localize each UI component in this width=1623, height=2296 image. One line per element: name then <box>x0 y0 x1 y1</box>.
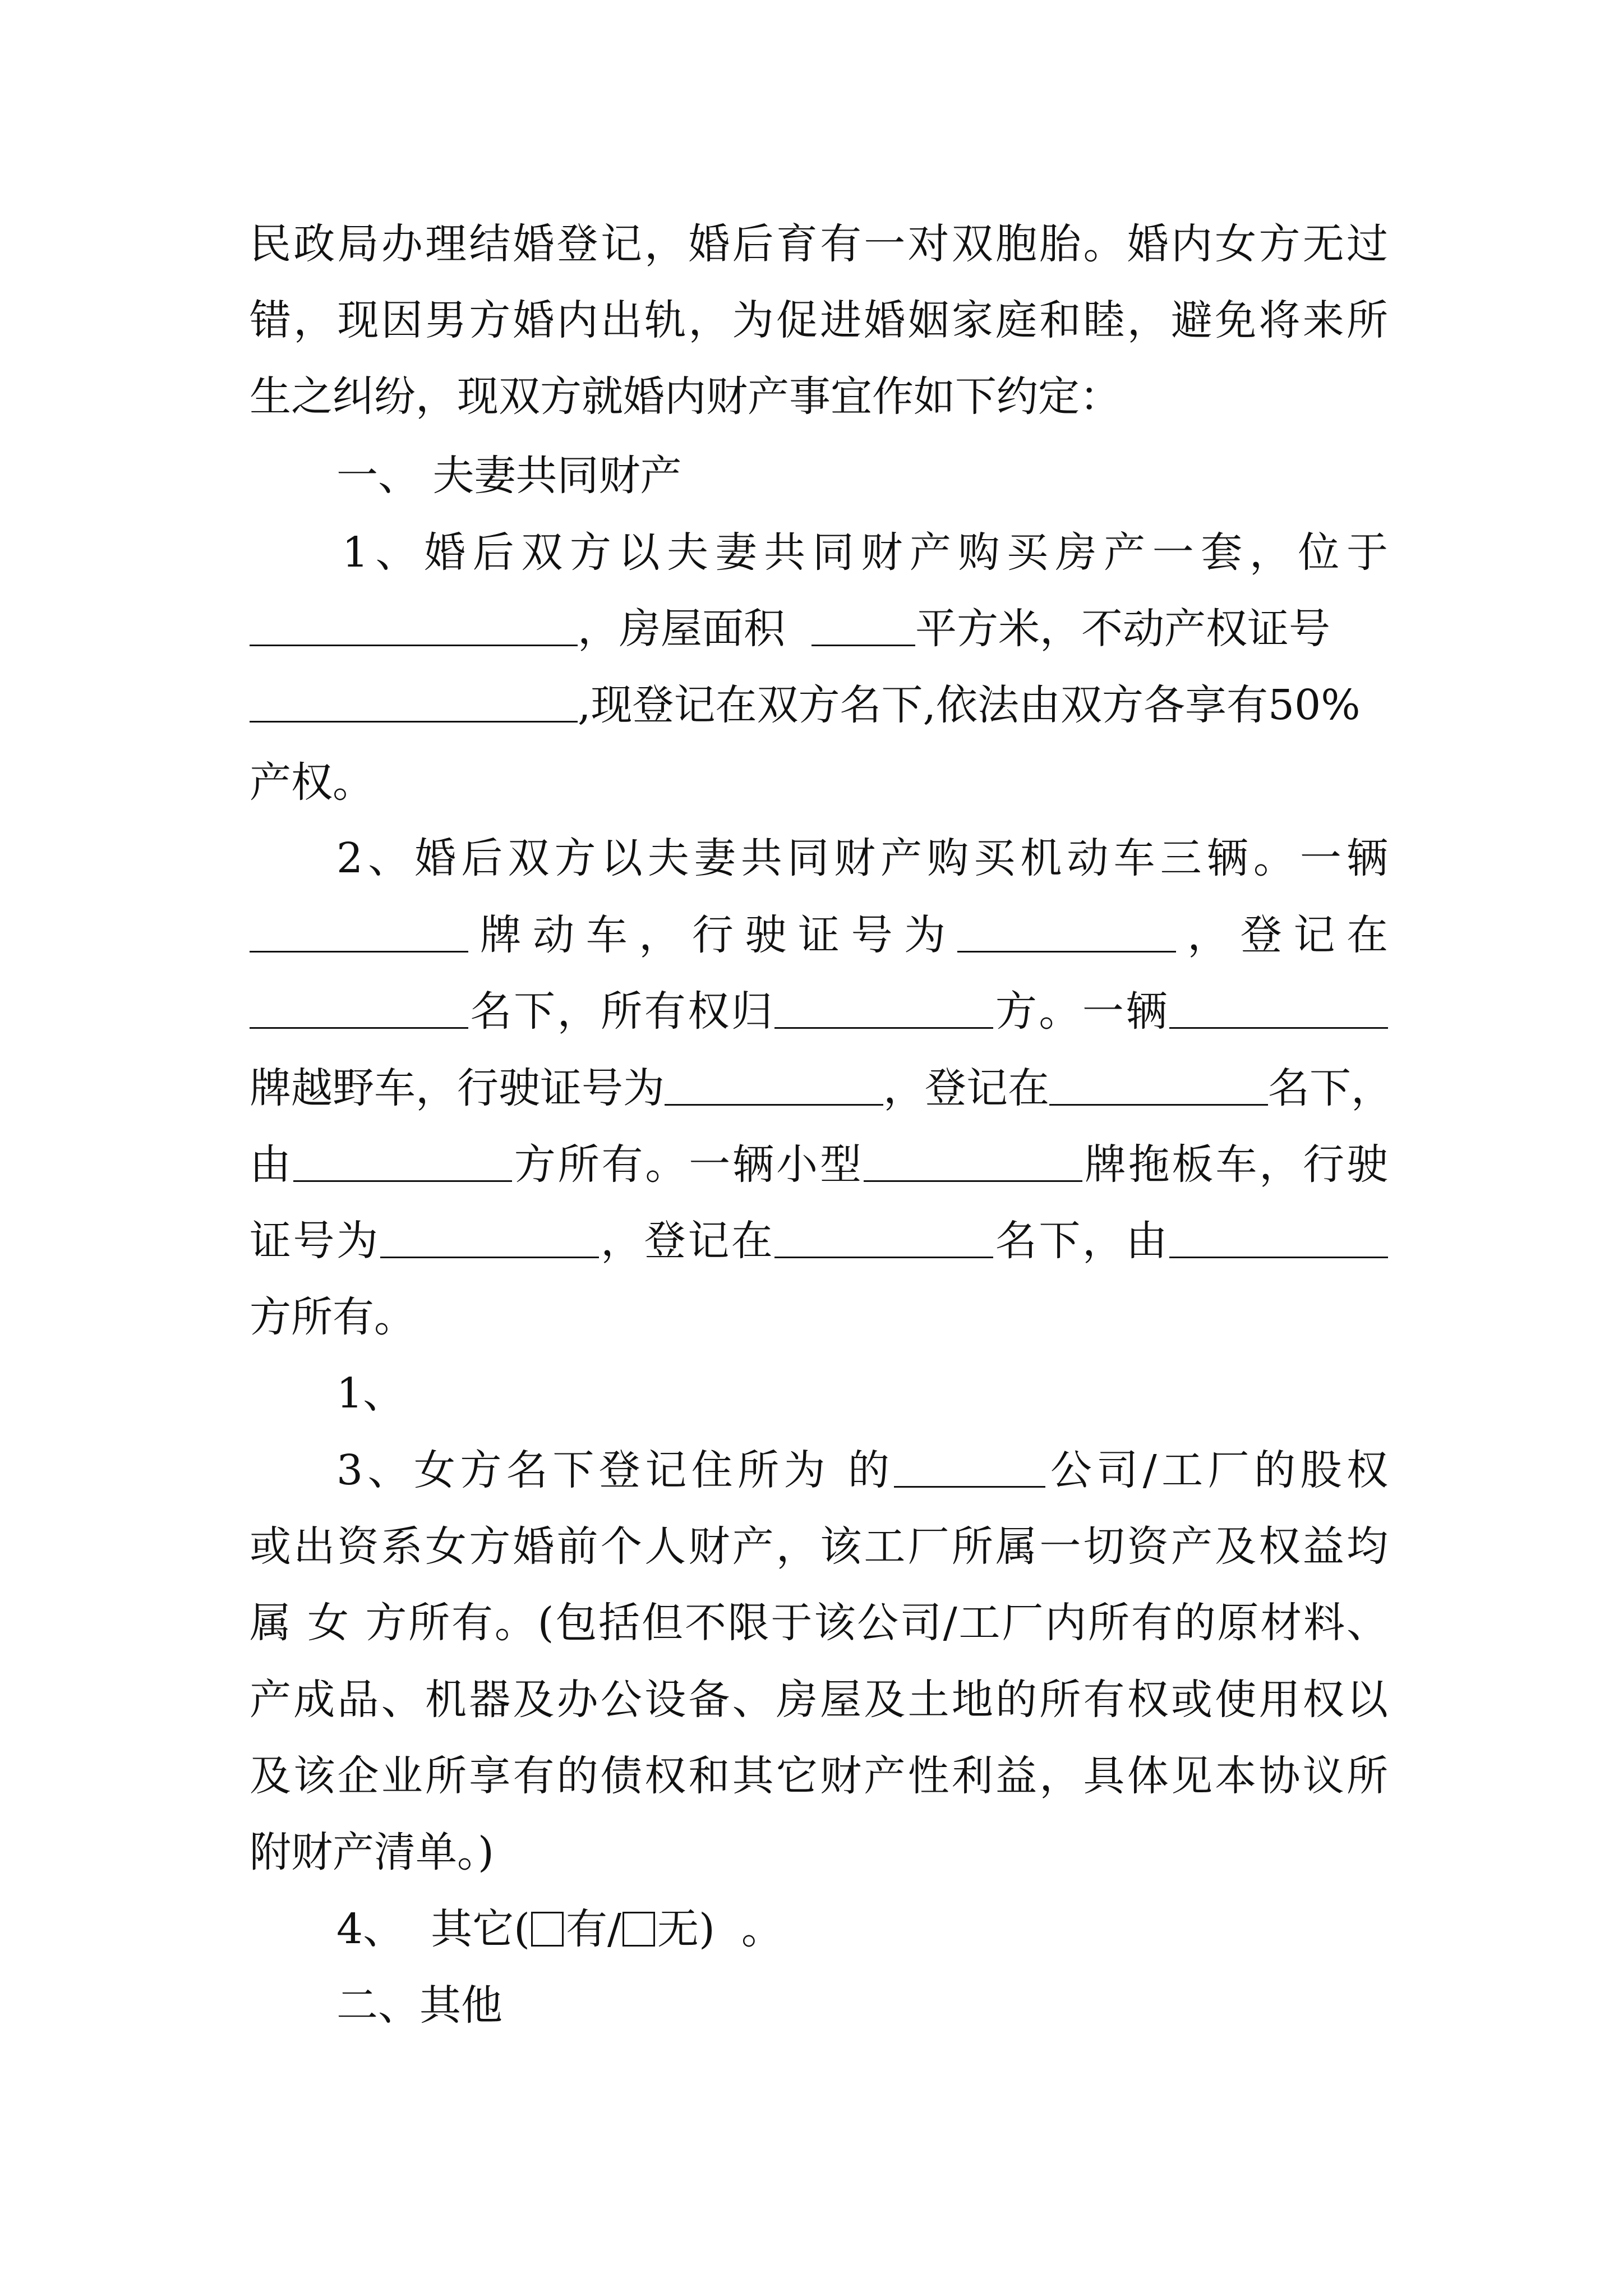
item1-line-3 <box>250 674 1361 736</box>
item2-line-7: 方所有。 <box>250 1293 416 1341</box>
item2-text-1: 婚后双方以夫妻共同财产购买机动车三辆。一辆 <box>414 834 1388 882</box>
item2-line-5 <box>250 1134 1388 1195</box>
intro-line-1: 民政局办理结婚登记，婚后育有一对双胞胎。婚内女方无过 <box>250 220 1388 268</box>
brand3-blank[interactable] <box>864 1139 1082 1182</box>
item1-line-2 <box>250 598 1330 660</box>
area-blank[interactable] <box>811 603 915 646</box>
owner1-blank[interactable] <box>250 986 468 1029</box>
title3-blank[interactable] <box>1169 1215 1388 1258</box>
item1-line-1 <box>342 522 1388 583</box>
item3-line-5: 及该企业所享有的债权和其它财产性利益，具体见本协议所 <box>250 1752 1388 1800</box>
item3-line-4: 产成品、机器及办公设备、房屋及土地的所有权或使用权以 <box>250 1676 1388 1724</box>
item4-option-no: 无) <box>657 1905 715 1953</box>
item2-text-4c: 名下， <box>1268 1064 1393 1112</box>
item3-text-1b: 公司/工厂的股权 <box>1045 1446 1388 1494</box>
item3-line-3: 属 女 方所有。(包括但不限于该公司/工厂内所有的原材料、 <box>250 1599 1388 1647</box>
brand2-blank[interactable] <box>1169 986 1388 1029</box>
license2-blank[interactable] <box>665 1062 883 1106</box>
title2-blank[interactable] <box>293 1139 512 1182</box>
item2-text-5b: 方所有。一辆小型 <box>511 1140 864 1189</box>
item2-text-3a: 名下，所有权归 <box>468 987 775 1036</box>
item3-number: 3、 <box>336 1446 414 1494</box>
item1-text-3a: ,现登记在双方名下,依法由双方各享有50% <box>578 681 1361 729</box>
item2-line-4 <box>250 1057 1393 1119</box>
item3-text-1a: 女方名下登记住所为 的 <box>413 1446 895 1494</box>
item4-text-end: 。 <box>741 1905 783 1953</box>
item2-text-6b: ，登记在 <box>598 1217 775 1265</box>
item2-text-2a: 牌动车，行驶证号为 <box>468 911 957 959</box>
address-blank[interactable] <box>250 603 578 646</box>
company-blank[interactable] <box>894 1444 1045 1488</box>
intro-line-2: 错，现因男方婚内出轨，为促进婚姻家庭和睦，避免将来所 <box>250 296 1388 344</box>
item4-option-yes: 有/ <box>566 1905 621 1953</box>
item4-text-a: 其它( <box>431 1905 531 1953</box>
item3-line-2: 或出资系女方婚前个人财产，该工厂所属一切资产及权益均 <box>250 1522 1388 1571</box>
item2-line-6 <box>250 1210 1388 1272</box>
item2-text-6a: 证号为 <box>250 1217 380 1265</box>
item2-text-5c: 牌拖板车，行驶 <box>1082 1140 1389 1189</box>
item1-text-2a: ，房屋面积 <box>578 605 785 653</box>
property-cert-blank[interactable] <box>250 679 578 723</box>
item2-line-3 <box>250 981 1388 1042</box>
section1-heading: 一、 夫妻共同财产 <box>336 452 682 500</box>
owner2-blank[interactable] <box>1049 1062 1268 1106</box>
item1-text-2b: 平方米，不动产权证号 <box>915 605 1331 653</box>
item2-text-4a: 牌越野车，行驶证号为 <box>250 1064 665 1112</box>
item2-text-6c: 名下，由 <box>993 1217 1170 1265</box>
license3-blank[interactable] <box>380 1215 599 1258</box>
item2-text-4b: ，登记在 <box>883 1064 1049 1112</box>
item4-number: 4、 <box>336 1905 405 1953</box>
item2-text-5a: 由 <box>250 1140 293 1189</box>
item1-text-1: 婚后双方以夫妻共同财产购买房产一套，位于 <box>424 528 1388 577</box>
title1-blank[interactable] <box>774 986 993 1029</box>
checkbox-no[interactable] <box>623 1912 655 1947</box>
item2-text-2b: ，登记在 <box>1175 911 1389 959</box>
brand1-blank[interactable] <box>250 909 468 953</box>
section2-heading: 二、其他 <box>336 1981 502 2030</box>
item2-line-1 <box>336 827 1388 889</box>
checkbox-yes[interactable] <box>531 1912 564 1947</box>
item1-line-4: 产权。 <box>250 758 374 807</box>
license1-blank[interactable] <box>957 909 1176 953</box>
owner3-blank[interactable] <box>774 1215 993 1258</box>
item3-line-1 <box>336 1439 1388 1501</box>
item2-line-2 <box>250 904 1388 966</box>
intro-line-3: 生之纠纷，现双方就婚内财产事宜作如下约定： <box>250 372 1121 421</box>
item4-line <box>336 1898 783 1960</box>
item3-line-6: 附财产清单。) <box>250 1828 494 1876</box>
item1-number: 1、 <box>342 528 425 577</box>
stray-item-number: 1、 <box>336 1369 405 1418</box>
item2-number: 2、 <box>336 834 415 882</box>
item2-text-3b: 方。一辆 <box>993 987 1170 1036</box>
